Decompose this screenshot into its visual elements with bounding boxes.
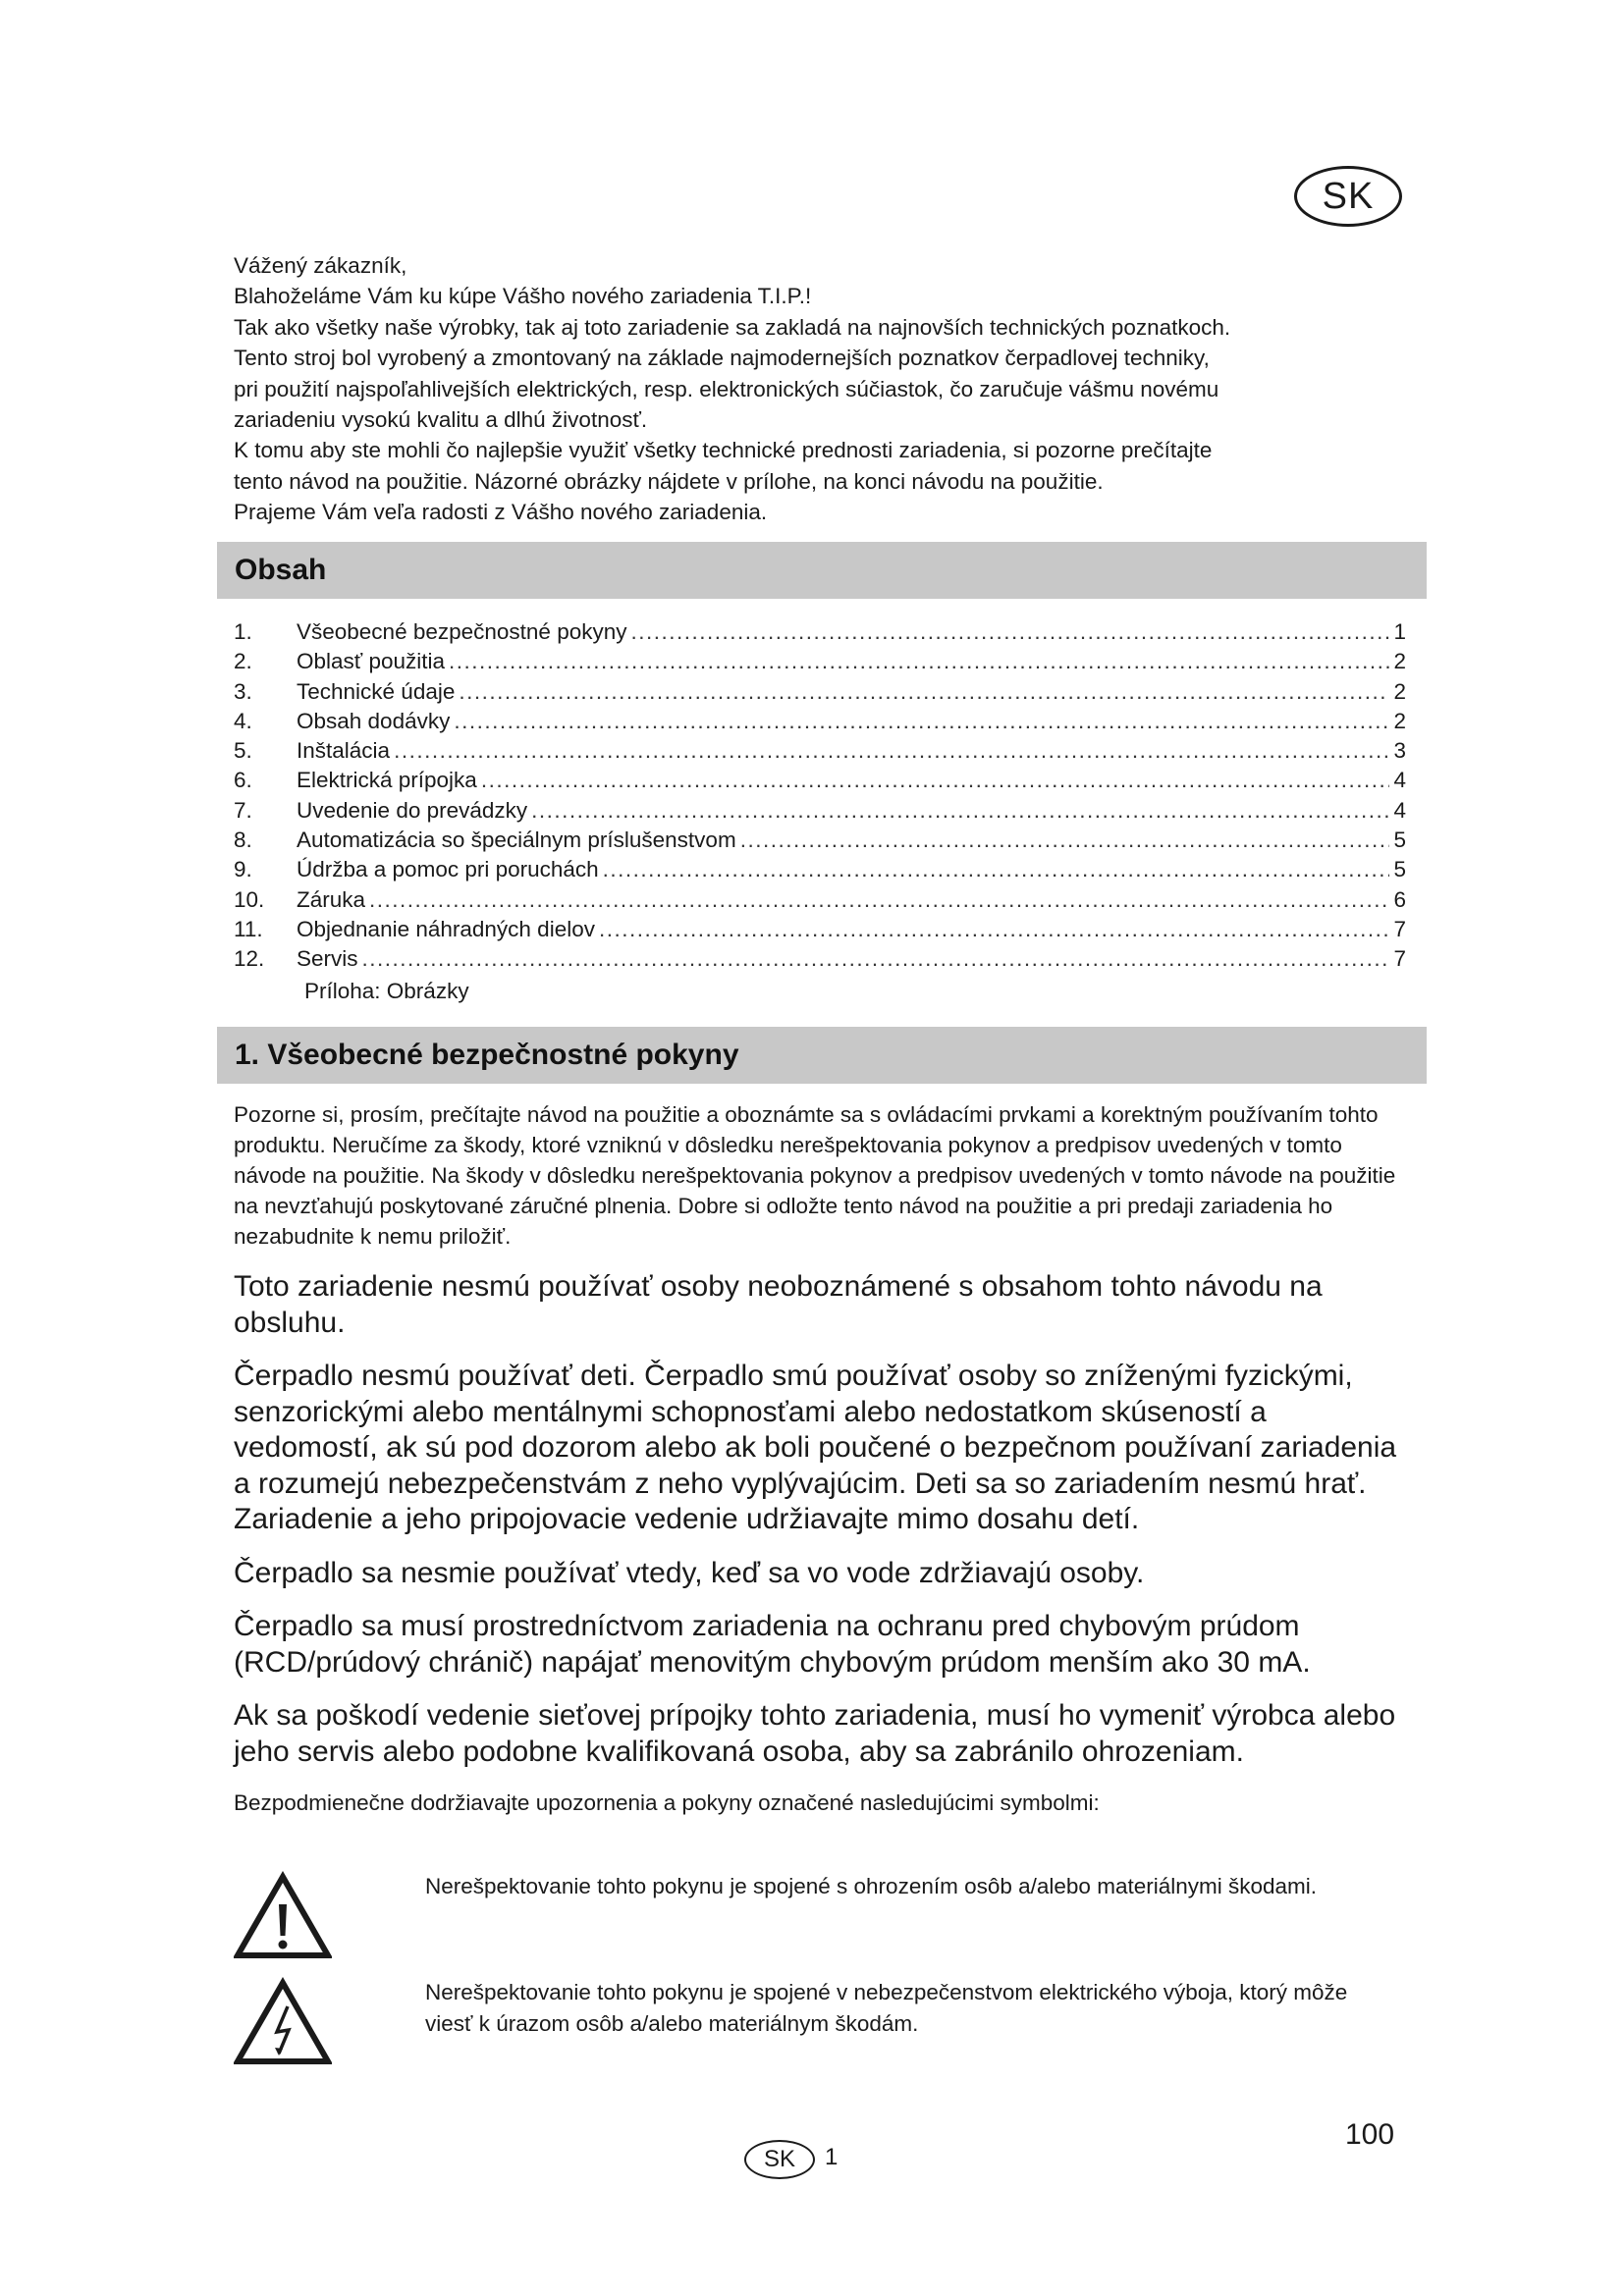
toc-item-title: Uvedenie do prevádzky	[297, 797, 528, 823]
toc-item-page: 1	[1393, 619, 1406, 644]
toc-item[interactable]	[234, 857, 1406, 886]
toc-leader-dots	[599, 917, 1390, 942]
toc-leader-dots	[740, 828, 1390, 853]
intro-line: K tomu aby ste mohli čo najlepšie využiť všetky technické prednosti zariadenia, si pozorne prečítajte	[234, 438, 1213, 463]
symbol-row-general-warning	[234, 1871, 1412, 1961]
toc-item-number: 10.	[234, 886, 265, 912]
toc-item-number: 2.	[234, 649, 252, 674]
intro-line: Prajeme Vám veľa radosti z Vášho nového zariadenia.	[234, 500, 768, 525]
toc-item-page: 4	[1393, 797, 1406, 823]
toc-item[interactable]	[234, 887, 1406, 917]
toc-item-title: Servis	[297, 946, 358, 972]
intro-line: pri použití najspoľahlivejších elektrických, resp. elektronických súčiastok, čo zaručuje vášmu novému	[234, 376, 1219, 401]
footer-section-page: 1	[825, 2144, 839, 2170]
toc-item-page: 5	[1393, 857, 1406, 882]
safety-paragraph: Čerpadlo sa musí prostredníctvom zariadenia na ochranu pred chybovým prúdom (RCD/prúdový chránič) napájať menovitým chybovým prúdom menším ako 30 mA.	[234, 1610, 1311, 1679]
toc-item-page: 4	[1393, 768, 1406, 793]
toc-item-number: 6.	[234, 768, 252, 793]
section-1-heading-bar	[217, 1027, 1427, 1084]
toc-leader-dots	[362, 946, 1390, 972]
symbols-notice: Bezpodmienečne dodržiavajte upozornenia a pokyny označené nasledujúcimi symbolmi:	[234, 1790, 1100, 1815]
intro-line: tento návod na použitie. Názorné obrázky nájdete v prílohe, na konci návodu na použitie.	[234, 468, 1104, 494]
toc-item[interactable]	[234, 946, 1406, 976]
toc-item-number: 9.	[234, 857, 252, 882]
section-1-intro-paragraph: Pozorne si, prosím, prečítajte návod na použitie a oboznámte sa s ovládacími prvkami a korektným používaním tohto produktu. Neručíme za škody, ktoré vzniknú v dôsledku nerešpektovania pokynov a predpisov uvedených v tomto návode na použitie. Na škody v dôsledku nerešpektovania pokynov a predpisov uvedených v tomto návode na použitie na nevzťahujú poskytované záručné plnenia. Dobre si odložte tento návod na použitie a pri predaji zariadenia ho nezabudnite k nemu priložiť.	[234, 1102, 1396, 1249]
toc-item[interactable]	[234, 738, 1406, 768]
toc-item-page: 7	[1393, 916, 1406, 941]
toc-item[interactable]	[234, 709, 1406, 738]
toc-leader-dots	[531, 798, 1389, 824]
toc-item-number: 12.	[234, 946, 265, 972]
language-badge	[1294, 166, 1402, 227]
intro-line: Vážený zákazník,	[234, 253, 407, 278]
intro-line: Blahoželáme Vám ku kúpe Vášho nového zariadenia T.I.P.!	[234, 284, 812, 309]
safety-paragraph: Čerpadlo nesmú používať deti. Čerpadlo smú používať osoby so zníženými fyzickými, senzorickými alebo mentálnymi schopnosťami alebo nedostatkom skúseností a vedomostí, ak sú pod dozorom alebo ak boli poučené o bezpečnom používaní zariadenia a rozumejú nebezpečenstvám z neho vyplývajúcim. Deti sa so zariadením nesmú hrať. Zariadenie a jeho pripojovacie vedenie udržiavajte mimo dosahu detí.	[234, 1360, 1397, 1535]
toc-item-page: 2	[1393, 649, 1406, 674]
symbol-description: Nerešpektovanie tohto pokynu je spojené s ohrozením osôb a/alebo materiálnymi škodami.	[425, 1874, 1318, 1898]
toc-leader-dots	[449, 649, 1389, 674]
toc-item-number: 3.	[234, 678, 252, 704]
safety-paragraph: Ak sa poškodí vedenie sieťovej prípojky tohto zariadenia, musí ho vymeniť výrobca alebo jeho servis alebo podobne kvalifikovaná osoba, aby sa zabránilo ohrozeniam.	[234, 1699, 1396, 1768]
toc-item[interactable]	[234, 679, 1406, 709]
toc-leader-dots	[603, 857, 1390, 882]
toc-item-number: 1.	[234, 619, 252, 644]
intro-line: Tak ako všetky naše výrobky, tak aj toto zariadenie sa zakladá na najnovších technických poznatkoch.	[234, 314, 1231, 340]
symbol-row-electric-warning	[234, 1977, 1412, 2067]
safety-paragraph: Čerpadlo sa nesmie používať vtedy, keď sa vo vode zdržiavajú osoby.	[234, 1556, 1145, 1589]
toc-item[interactable]	[234, 619, 1406, 649]
language-badge-label: SK	[1322, 175, 1375, 217]
toc-item[interactable]	[234, 828, 1406, 857]
intro-line: zariadeniu vysokú kvalitu a dlhú životnosť.	[234, 407, 648, 433]
toc-item-page: 7	[1393, 946, 1406, 972]
toc-annex: Príloha: Obrázky	[304, 978, 469, 1003]
toc-item[interactable]	[234, 649, 1406, 678]
toc-item-title: Objednanie náhradných dielov	[297, 916, 595, 941]
toc-item-title: Všeobecné bezpečnostné pokyny	[297, 619, 627, 644]
toc-item-title: Inštalácia	[297, 738, 391, 764]
toc-item-page: 2	[1393, 678, 1406, 704]
footer-badge-label: SK	[763, 2146, 795, 2172]
toc-item[interactable]	[234, 768, 1406, 797]
toc-item-number: 8.	[234, 828, 252, 853]
symbol-description: Nerešpektovanie tohto pokynu je spojené v nebezpečenstvom elektrického výboja, ktorý môže viesť k úrazom osôb a/alebo materiálnym škodám.	[425, 1980, 1348, 2036]
toc-leader-dots	[481, 768, 1390, 793]
safety-paragraph: Toto zariadenie nesmú používať osoby neoboznámené s obsahom tohto návodu na obsluhu.	[234, 1270, 1323, 1339]
toc-item-title: Automatizácia so špeciálnym príslušenstvom	[297, 828, 736, 853]
toc-item-title: Elektrická prípojka	[297, 768, 477, 793]
toc-item-title: Obsah dodávky	[297, 708, 451, 733]
section-1-heading: 1. Všeobecné bezpečnostné pokyny	[235, 1039, 739, 1071]
toc-heading-bar	[217, 542, 1427, 599]
toc-leader-dots	[394, 738, 1389, 764]
electric-shock-warning-icon	[234, 1977, 332, 2067]
toc-item-title: Technické údaje	[297, 678, 456, 704]
section-1-body	[234, 1099, 1412, 1818]
toc-heading: Obsah	[235, 554, 327, 586]
toc-item-page: 5	[1393, 828, 1406, 853]
general-warning-icon	[234, 1871, 332, 1961]
table-of-contents	[234, 619, 1406, 1006]
toc-leader-dots	[454, 709, 1389, 734]
toc-item-page: 3	[1393, 738, 1406, 764]
toc-item-page: 6	[1393, 886, 1406, 912]
toc-item-number: 5.	[234, 738, 252, 764]
toc-item-number: 7.	[234, 797, 252, 823]
toc-item-title: Oblasť použitia	[297, 649, 446, 674]
toc-item-title: Údržba a pomoc pri poruchách	[297, 857, 599, 882]
toc-leader-dots	[459, 679, 1389, 705]
toc-item-number: 11.	[234, 916, 263, 941]
toc-item[interactable]	[234, 917, 1406, 946]
footer-language-badge	[744, 2140, 815, 2179]
toc-item[interactable]	[234, 798, 1406, 828]
toc-leader-dots	[369, 887, 1389, 913]
intro-text	[234, 250, 1412, 528]
page-number: 100	[1345, 2118, 1395, 2151]
toc-leader-dots	[631, 619, 1390, 645]
toc-item-title: Záruka	[297, 886, 366, 912]
toc-item-page: 2	[1393, 708, 1406, 733]
toc-item-number: 4.	[234, 708, 252, 733]
intro-line: Tento stroj bol vyrobený a zmontovaný na základe najmodernejších poznatkov čerpadlovej techniky,	[234, 346, 1210, 371]
